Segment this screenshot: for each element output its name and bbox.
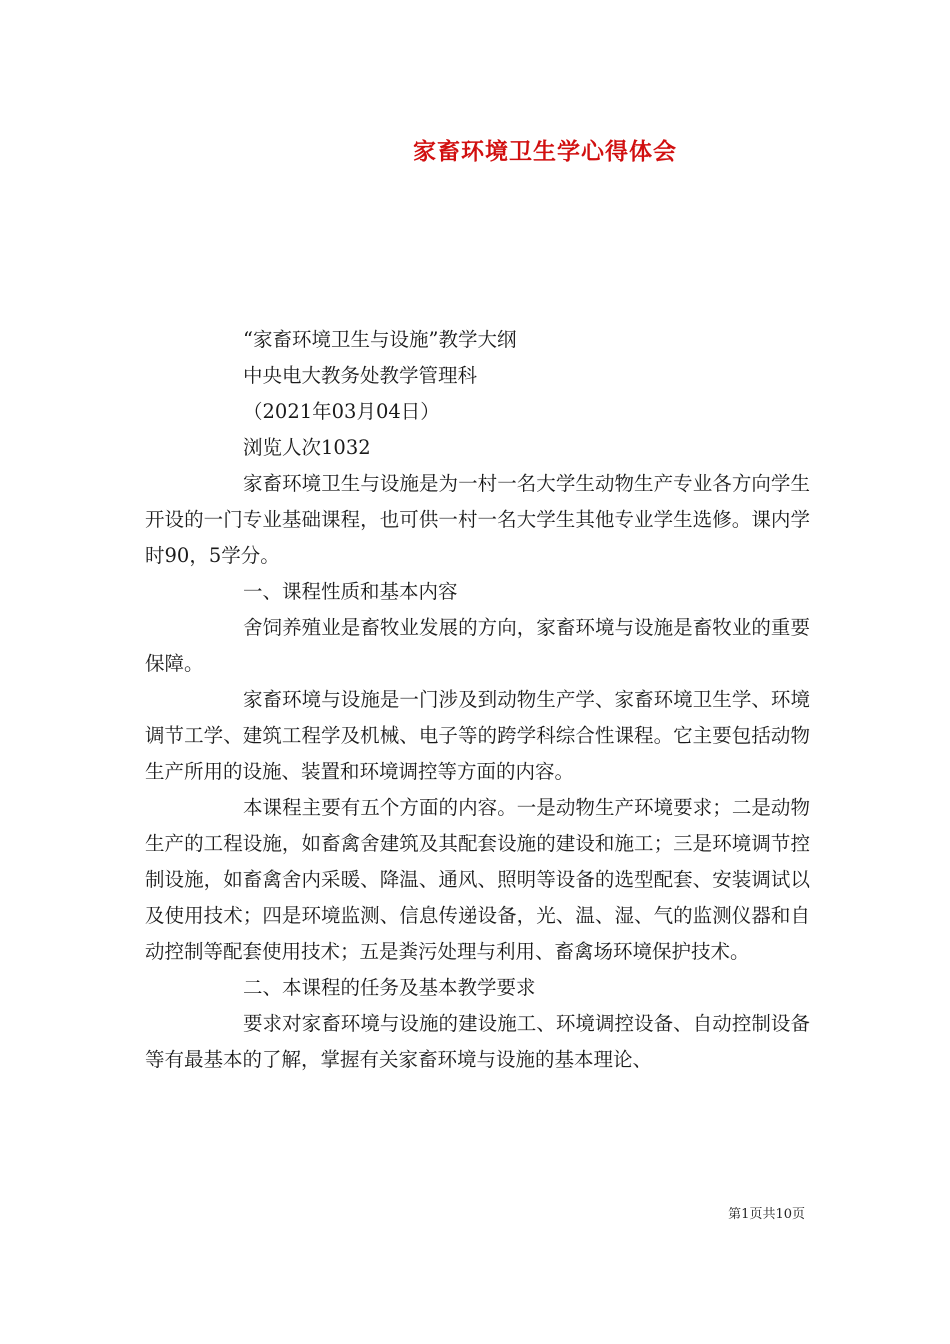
paragraph: 要求对家畜环境与设施的建设施工、环境调控设备、自动控制设备等有最基本的了解，掌握有关家畜环境与设施的基本理论、 [145, 1012, 810, 1071]
date-line: （2021年03月04日） [243, 400, 440, 423]
paragraph: 本课程主要有五个方面的内容。一是动物生产环境要求；二是动物生产的工程设施，如畜禽舍建筑及其配套设施的建设和施工；三是环境调节控制设施，如畜禽舍内采暖、降温、通风、照明等设备的选型配套、安装调试以及使用技术；四是环境监测、信息传递设备，光、温、湿、气的监测仪器和自动控制等配套使用技术；五是粪污处理与利用、畜禽场环境保护技术。 [145, 796, 810, 963]
document-body [145, 322, 810, 1078]
syllabus-title: “家畜环境卫生与设施”教学大纲 [243, 328, 517, 351]
section-heading: 一、课程性质和基本内容 [243, 580, 458, 603]
department-line: 中央电大教务处教学管理科 [243, 364, 478, 387]
view-count: 浏览人次1032 [243, 436, 371, 459]
paragraph: 舍饲养殖业是畜牧业发展的方向，家畜环境与设施是畜牧业的重要保障。 [145, 616, 810, 675]
document-title: 家畜环境卫生学心得体会 [413, 139, 677, 165]
paragraph: 家畜环境卫生与设施是为一村一名大学生动物生产专业各方向学生开设的一门专业基础课程，也可供一村一名大学生其他专业学生选修。课内学时90，5学分。 [145, 472, 810, 567]
page-number: 第1页共10页 [728, 1207, 805, 1222]
section-heading: 二、本课程的任务及基本教学要求 [243, 976, 536, 999]
paragraph: 家畜环境与设施是一门涉及到动物生产学、家畜环境卫生学、环境调节工学、建筑工程学及机械、电子等的跨学科综合性课程。它主要包括动物生产所用的设施、装置和环境调控等方面的内容。 [145, 688, 810, 783]
